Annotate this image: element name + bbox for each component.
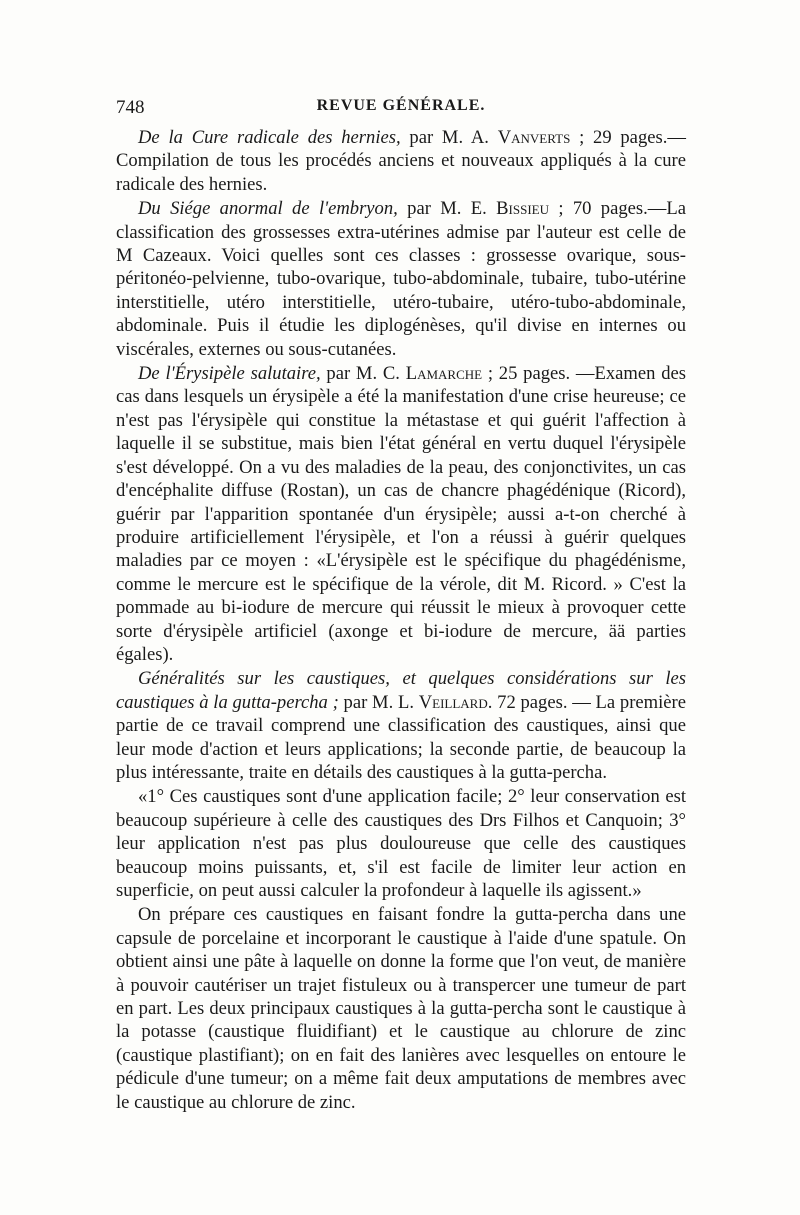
entry-byline: par M. E. xyxy=(397,198,497,220)
entry-title: De l'Érysipèle salutaire, xyxy=(138,363,321,385)
entry-erysipele xyxy=(116,362,686,666)
entry-text: ; 70 pages.—La classification des grossesses extra-utérines admise par l'auteur est celle de M Cazeaux. Voici quelles sont ces classes : grossesse ovarique, sous-péritonéo-pelvienne, tubo-ovarique, tubo-abdominale, tubaire, tubo-utérine interstitielle, utéro interstitielle, utéro-tubaire, utéro-tubo-abdominale, abdominale. Puis il étudie les diplogénèses, qu'il divise en internes ou viscérales, externes ou sous-cutanées. xyxy=(116,198,686,360)
page-body xyxy=(116,126,686,1114)
entry-author: Vanverts xyxy=(497,127,571,148)
entry-siege-anormal xyxy=(116,197,686,361)
entry-byline: par M. L. xyxy=(338,691,419,713)
page-number: 748 xyxy=(116,97,145,118)
quoted-passage: «1° Ces caustiques sont d'une application facile; 2° leur conservation est beaucoup supérieure à celle des caustiques des Drs Filhos et Canquoin; 3° leur application n'est pas plus douloureuse que celle des caustiques beaucoup moins puissants, et, s'il est facile de limiter leur action en superficie, on peut aussi calculer la profondeur à laquelle ils agissent.» xyxy=(116,786,686,901)
entry-cure-radicale xyxy=(116,126,686,196)
closing-paragraph: On prépare ces caustiques en faisant fondre la gutta-percha dans une capsule de porcelaine et incorporant le caustique à l'aide d'une spatule. On obtient ainsi une pâte à laquelle on donne la forme que l'on veut, de manière à pouvoir cautériser un trajet fistuleux ou à transpercer une tumeur de part en part. Les deux principaux caustiques à la gutta-percha sont le caustique à la potasse (caustique fluidifiant) et le caustique au chlorure de zinc (caustique plastifiant); on en fait des lanières avec lesquelles on entoure le pédicule d'une tumeur; on a même fait deux amputations de membres avec le caustique au chlorure de zinc. xyxy=(116,904,686,1113)
page-header xyxy=(116,97,686,121)
entry-caustiques xyxy=(116,667,686,784)
entry-title: Du Siége anormal de l'embryon, xyxy=(138,198,398,220)
running-title: REVUE GÉNÉRALE. xyxy=(316,97,486,114)
entry-author: Bissieu xyxy=(496,198,549,220)
entry-text: ; 29 pages.—Compilation de tous les procédés anciens et nouveaux appliqués à la cure radicale des hernies. xyxy=(116,127,686,195)
entry-author: Lamarche xyxy=(405,363,483,385)
entry-title: Généralités sur les caustiques, et quelques considérations sur les caustiques à la gutta-percha ; xyxy=(116,668,686,713)
entry-text: ; 25 pages. —Examen des cas dans lesquels un érysipèle a été la manifestation d'une crise heureuse; ce n'est pas l'érysipèle qui constitue la métastase et qui guérit l'affection à laquelle il se substitue, mais bien l'état général en vertu duquel l'érysipèle s'est développé. On a vu des maladies de la peau, des conjonctivites, un cas d'encéphalite diffuse (Rostan), un cas de chancre phagédénique (Ricord), guérir par l'apparition spontanée d'un érysipèle; aussi a-t-on cherché à produire artificiellement l'érysipèle, et l'on a réussi à guérir quelques maladies par ce moyen : «L'érysipèle est le spécifique du phagédénisme, comme le mercure est le spécifique de la vérole, dit M. Ricord. » C'est la pommade au bi-iodure de mercure qui réussit le mieux à provoquer cette sorte d'érysipèle artificiel (axonge et bi-iodure de mercure, ää parties égales). xyxy=(116,363,686,665)
entry-byline: par M. A. xyxy=(400,127,498,148)
entry-byline: par M. C. xyxy=(320,363,406,385)
entry-text: . 72 pages. — La première partie de ce travail comprend une classification des caustiques, ainsi que leur mode d'action et leurs applications; la seconde partie, de beaucoup la plus intéressante, traite en détails des caustiques à la gutta-percha. xyxy=(116,691,686,783)
entry-author: Veillard xyxy=(418,691,488,713)
entry-title: De la Cure radicale des hernies, xyxy=(138,127,401,148)
